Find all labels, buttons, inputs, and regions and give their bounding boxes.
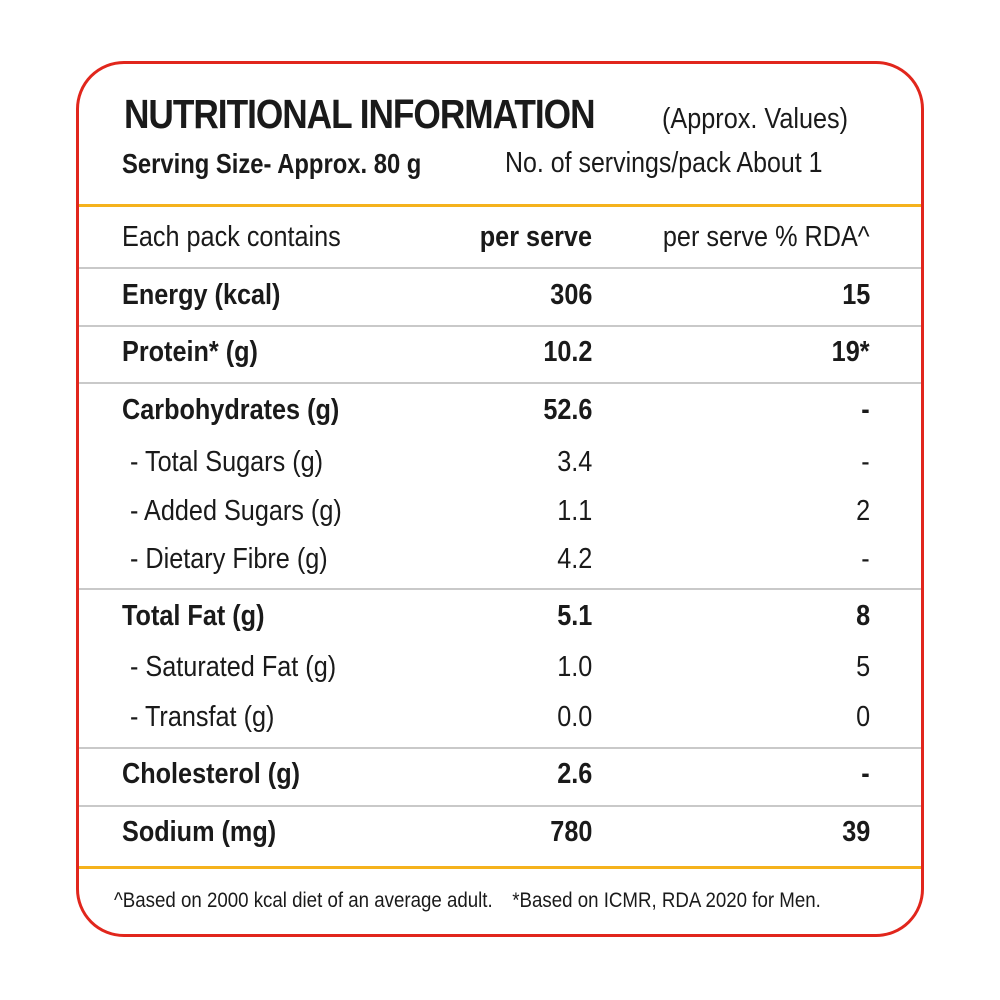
column-header-nutrient: Each pack contains (122, 221, 341, 253)
rda-value-cholesterol: - (861, 758, 870, 790)
row-divider (79, 325, 921, 327)
footnote-rda: ^Based on 2000 kcal diet of an average adult. (114, 889, 493, 912)
rda-value-added-sugars: 2 (855, 495, 870, 527)
row-divider (79, 267, 921, 269)
column-header-per-serve: per serve (479, 221, 592, 253)
per-serve-value-protein: 10.2 (542, 336, 592, 368)
rda-value-protein: 19* (832, 336, 870, 368)
nutrient-label-carbohydrates: Carbohydrates (g) (122, 394, 340, 426)
rda-value-transfat: 0 (855, 701, 870, 733)
footnotes (114, 889, 821, 913)
row-divider (79, 588, 921, 590)
row-divider (79, 805, 921, 807)
nutrient-label-dietary-fibre: - Dietary Fibre (g) (130, 543, 328, 575)
nutrient-label-protein: Protein* (g) (122, 336, 258, 368)
rda-value-total-fat: 8 (855, 600, 870, 632)
nutrient-label-total-fat: Total Fat (g) (122, 600, 265, 632)
nutrient-label-transfat: - Transfat (g) (130, 701, 275, 733)
per-serve-value-saturated-fat: 1.0 (556, 651, 592, 683)
nutrient-label-cholesterol: Cholesterol (g) (122, 758, 301, 790)
rda-value-sodium: 39 (841, 816, 870, 848)
header-divider (79, 204, 921, 207)
serving-size: Serving Size- Approx. 80 g (122, 148, 422, 179)
row-divider (79, 382, 921, 384)
rda-value-saturated-fat: 5 (855, 651, 870, 683)
footer-divider (79, 866, 921, 869)
row-divider (79, 747, 921, 749)
per-serve-value-cholesterol: 2.6 (556, 758, 592, 790)
panel-title: NUTRITIONAL INFORMATION (124, 91, 595, 137)
per-serve-value-total-fat: 5.1 (556, 600, 592, 632)
per-serve-value-dietary-fibre: 4.2 (556, 543, 592, 575)
per-serve-value-transfat: 0.0 (556, 701, 592, 733)
nutrient-label-added-sugars: - Added Sugars (g) (130, 495, 342, 527)
nutrient-label-saturated-fat: - Saturated Fat (g) (130, 651, 337, 683)
per-serve-value-added-sugars: 1.1 (556, 495, 592, 527)
per-serve-value-carbohydrates: 52.6 (542, 394, 592, 426)
nutrient-label-sodium: Sodium (mg) (122, 816, 277, 848)
nutrient-label-energy: Energy (kcal) (122, 279, 281, 311)
rda-value-total-sugars: - (861, 446, 870, 478)
column-header-rda: per serve % RDA^ (663, 221, 870, 253)
rda-value-energy: 15 (841, 279, 870, 311)
nutrient-label-total-sugars: - Total Sugars (g) (130, 446, 324, 478)
rda-value-dietary-fibre: - (861, 543, 870, 575)
footnote-icmr: *Based on ICMR, RDA 2020 for Men. (512, 889, 821, 912)
panel-subtitle: (Approx. Values) (662, 103, 849, 135)
servings-per-pack: No. of servings/pack About 1 (505, 147, 823, 179)
per-serve-value-sodium: 780 (549, 816, 592, 848)
per-serve-value-energy: 306 (549, 279, 592, 311)
per-serve-value-total-sugars: 3.4 (556, 446, 592, 478)
rda-value-carbohydrates: - (861, 394, 870, 426)
